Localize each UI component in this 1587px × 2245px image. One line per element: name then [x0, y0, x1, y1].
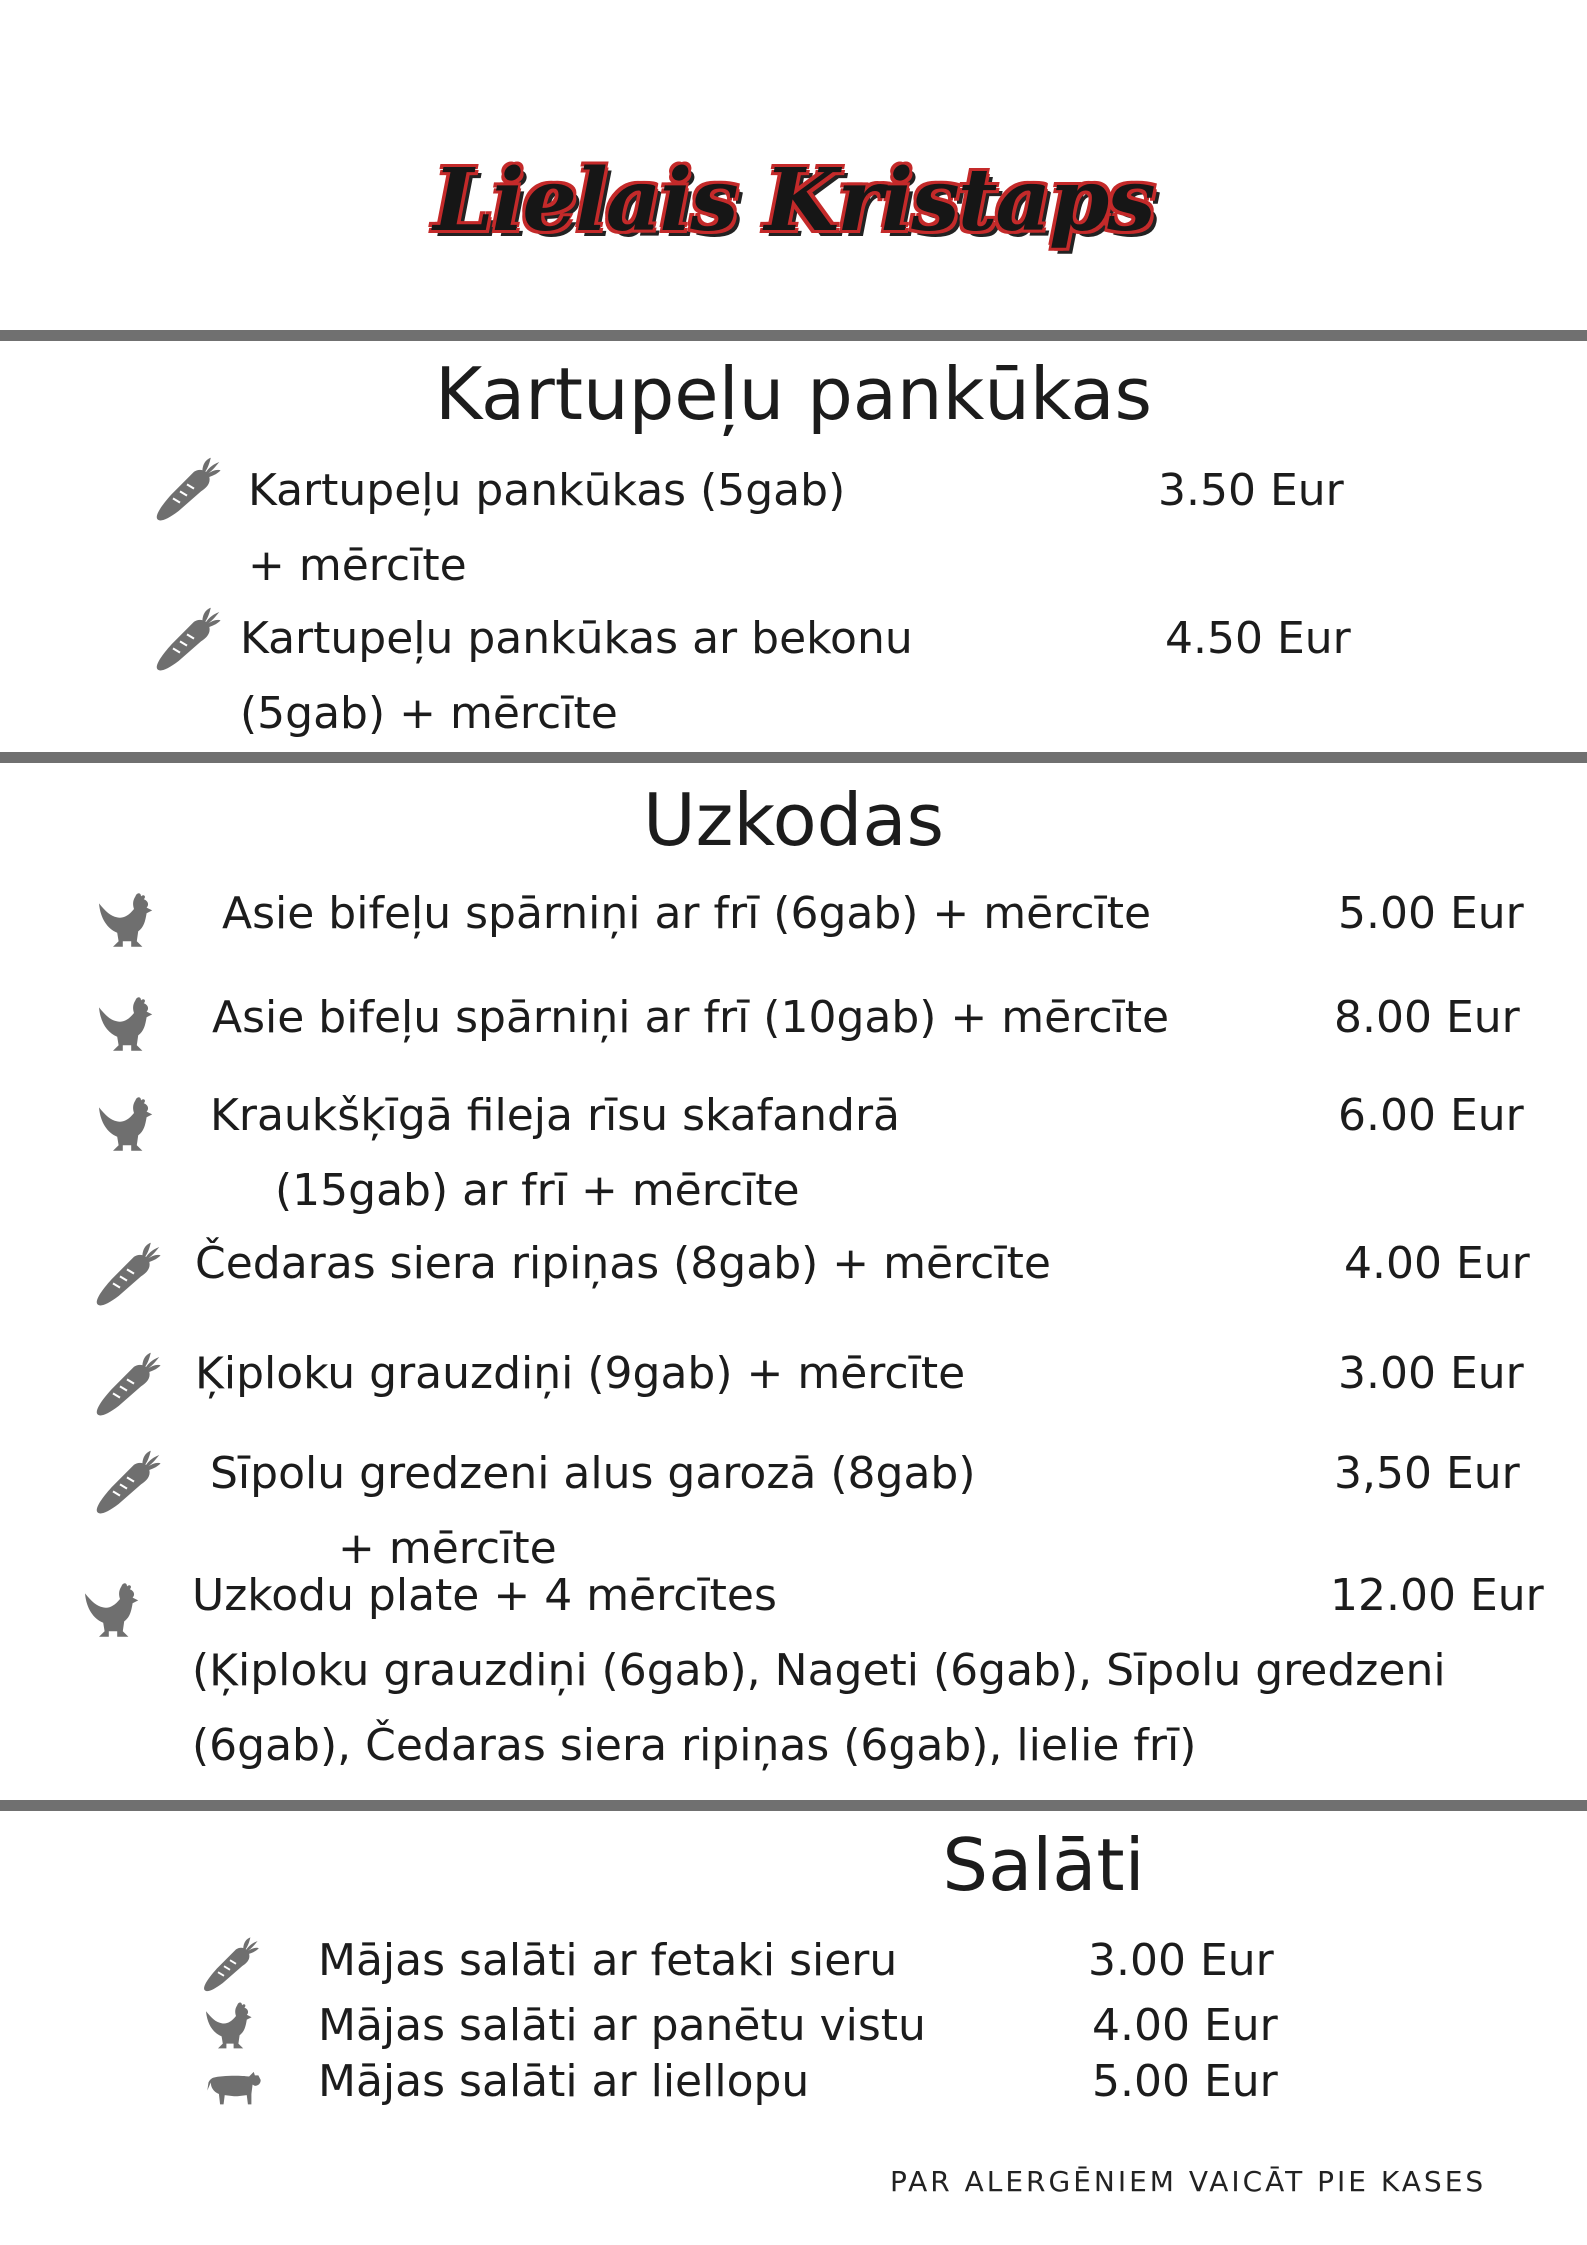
- menu-item-price: 5.00 Eur: [1338, 888, 1524, 939]
- menu-item-price: 5.00 Eur: [1092, 2056, 1278, 2107]
- section-title-uzkodas: Uzkodas: [642, 778, 944, 862]
- carrot-icon: [152, 605, 222, 675]
- menu-item-name: Asie bifeļu spārniņi ar frī (6gab) + mērcīte: [222, 888, 1152, 939]
- chicken-icon: [78, 1578, 148, 1648]
- divider-salati: [0, 1800, 1587, 1811]
- cow-icon: [200, 2058, 268, 2116]
- menu-item-name-line3: (6gab), Čedaras siera ripiņas (6gab), lielie frī): [192, 1720, 1197, 1771]
- menu-item-price: 8.00 Eur: [1334, 992, 1520, 1043]
- menu-item-name: Asie bifeļu spārniņi ar frī (10gab) + mērcīte: [212, 992, 1170, 1043]
- menu-item-price: 4.00 Eur: [1092, 2000, 1278, 2051]
- section-title-salati: Salāti: [942, 1823, 1145, 1907]
- menu-item-name-line2: (Ķiploku grauzdiņi (6gab), Nageti (6gab), Sīpolu gredzeni: [192, 1645, 1446, 1696]
- menu-item-name: Mājas salāti ar panētu vistu: [318, 2000, 926, 2051]
- carrot-icon: [200, 1935, 260, 1995]
- menu-item-name: Mājas salāti ar fetaki sieru: [318, 1935, 898, 1986]
- menu-item-price: 6.00 Eur: [1338, 1090, 1524, 1141]
- divider-top: [0, 330, 1587, 341]
- menu-item-name-line2: (5gab) + mērcīte: [240, 688, 618, 739]
- menu-item-name: Sīpolu gredzeni alus garozā (8gab): [210, 1448, 976, 1499]
- menu-item-name: Čedaras siera ripiņas (8gab) + mērcīte: [195, 1238, 1051, 1289]
- logo: Lielais Kristaps: [433, 150, 1154, 251]
- divider-uzkodas: [0, 752, 1587, 763]
- menu-item-price: 3,50 Eur: [1334, 1448, 1520, 1499]
- chicken-icon: [200, 1998, 260, 2058]
- menu-item-name-line2: (15gab) ar frī + mērcīte: [275, 1165, 800, 1216]
- carrot-icon: [92, 1448, 162, 1518]
- menu-item-name: Kartupeļu pankūkas ar bekonu: [240, 613, 913, 664]
- menu-item-price: 3.00 Eur: [1088, 1935, 1274, 1986]
- menu-item-name: Ķiploku grauzdiņi (9gab) + mērcīte: [195, 1348, 966, 1399]
- chicken-icon: [92, 888, 162, 958]
- menu-item-name-line2: + mērcīte: [248, 540, 467, 591]
- menu-item-name: Kartupeļu pankūkas (5gab): [248, 465, 846, 516]
- allergen-note: PAR ALERGĒNIEM VAICĀT PIE KASES: [890, 2165, 1487, 2198]
- section-title-kartupelu-pankukas: Kartupeļu pankūkas: [435, 352, 1152, 436]
- menu-item-price: 3.00 Eur: [1338, 1348, 1524, 1399]
- chicken-icon: [92, 1092, 162, 1162]
- carrot-icon: [152, 455, 222, 525]
- menu-item-price: 4.00 Eur: [1344, 1238, 1530, 1289]
- carrot-icon: [92, 1350, 162, 1420]
- chicken-icon: [92, 992, 162, 1062]
- menu-item-price: 12.00 Eur: [1330, 1570, 1544, 1621]
- carrot-icon: [92, 1240, 162, 1310]
- menu-item-name: Kraukšķīgā fileja rīsu skafandrā: [210, 1090, 900, 1141]
- menu-item-name: Uzkodu plate + 4 mērcītes: [192, 1570, 777, 1621]
- menu-item-price: 4.50 Eur: [1165, 613, 1351, 664]
- menu-item-name: Mājas salāti ar liellopu: [318, 2056, 810, 2107]
- menu-item-price: 3.50 Eur: [1158, 465, 1344, 516]
- menu-item-name-line2: + mērcīte: [338, 1523, 557, 1574]
